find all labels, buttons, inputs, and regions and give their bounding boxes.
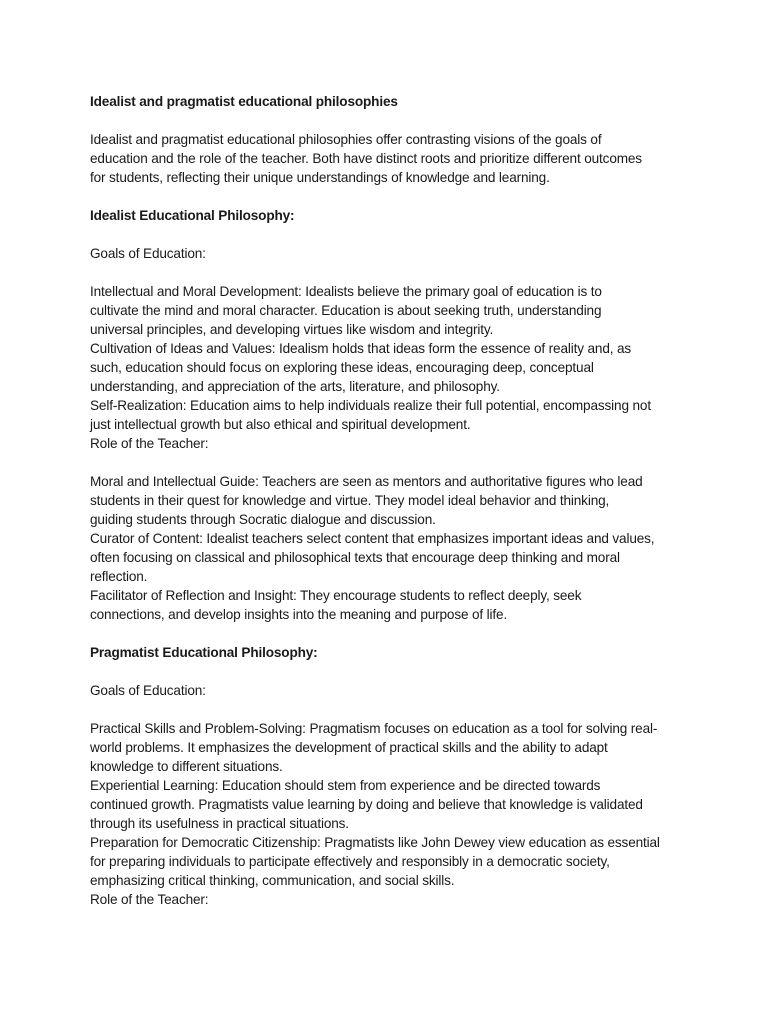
idealist-goals-heading: Goals of Education: [90,246,206,261]
text-line: connections, and develop insights into the meaning and purpose of life. [90,607,508,622]
text-line: for preparing individuals to participate effectively and responsibly in a democratic society, [90,854,610,869]
intro-paragraph [90,130,690,187]
document-page [90,92,690,909]
text-line: guiding students through Socratic dialogue and discussion. [90,512,436,527]
text-line: understanding, and appreciation of the arts, literature, and philosophy. [90,379,500,394]
text-line: continued growth. Pragmatists value learning by doing and believe that knowledge is validated [90,797,643,812]
text-line: universal principles, and developing virtues like wisdom and integrity. [90,322,494,337]
text-line: Self-Realization: Education aims to help individuals realize their full potential, encompassing not [90,398,651,413]
text-line: students in their quest for knowledge and virtue. They model ideal behavior and thinking, [90,493,610,508]
text-line: for students, reflecting their unique understandings of knowledge and learning. [90,170,550,185]
text-line: world problems. It emphasizes the development of practical skills and the ability to adapt [90,740,608,755]
text-line: Experiential Learning: Education should stem from experience and be directed towards [90,778,601,793]
text-line: Moral and Intellectual Guide: Teachers are seen as mentors and authoritative figures who lead [90,474,643,489]
pragmatist-goals [90,719,690,890]
text-line: emphasizing critical thinking, communication, and social skills. [90,873,455,888]
pragmatist-heading: Pragmatist Educational Philosophy: [90,645,318,660]
spacer [90,700,690,719]
spacer [90,187,690,206]
spacer [90,111,690,130]
text-line: through its usefulness in practical situations. [90,816,349,831]
text-line: Intellectual and Moral Development: Idealists believe the primary goal of education is to [90,284,602,299]
text-line: cultivate the mind and moral character. Education is about seeking truth, understanding [90,303,602,318]
text-line: Curator of Content: Idealist teachers select content that emphasizes important ideas and values, [90,531,655,546]
text-line: Practical Skills and Problem-Solving: Pragmatism focuses on education as a tool for solving real- [90,721,658,736]
idealist-heading: Idealist Educational Philosophy: [90,208,295,223]
text-line: such, education should focus on exploring these ideas, encouraging deep, conceptual [90,360,594,375]
text-line: Cultivation of Ideas and Values: Idealism holds that ideas form the essence of reality and, as [90,341,632,356]
idealist-role-heading: Role of the Teacher: [90,436,209,451]
idealist-goals [90,282,690,434]
idealist-role [90,472,690,624]
spacer [90,624,690,643]
spacer [90,453,690,472]
text-line: reflection. [90,569,148,584]
text-line: knowledge to different situations. [90,759,283,774]
text-line: education and the role of the teacher. Both have distinct roots and prioritize different outcomes [90,151,642,166]
pragmatist-goals-heading: Goals of Education: [90,683,206,698]
text-line: just intellectual growth but also ethical and spiritual development. [90,417,471,432]
pragmatist-role-heading: Role of the Teacher: [90,892,209,907]
spacer [90,225,690,244]
text-line: Idealist and pragmatist educational philosophies offer contrasting visions of the goals of [90,132,602,147]
text-line: Facilitator of Reflection and Insight: They encourage students to reflect deeply, seek [90,588,582,603]
spacer [90,263,690,282]
document-title: Idealist and pragmatist educational philosophies [90,94,398,109]
spacer [90,662,690,681]
text-line: Preparation for Democratic Citizenship: Pragmatists like John Dewey view education as essential [90,835,660,850]
text-line: often focusing on classical and philosophical texts that encourage deep thinking and moral [90,550,620,565]
